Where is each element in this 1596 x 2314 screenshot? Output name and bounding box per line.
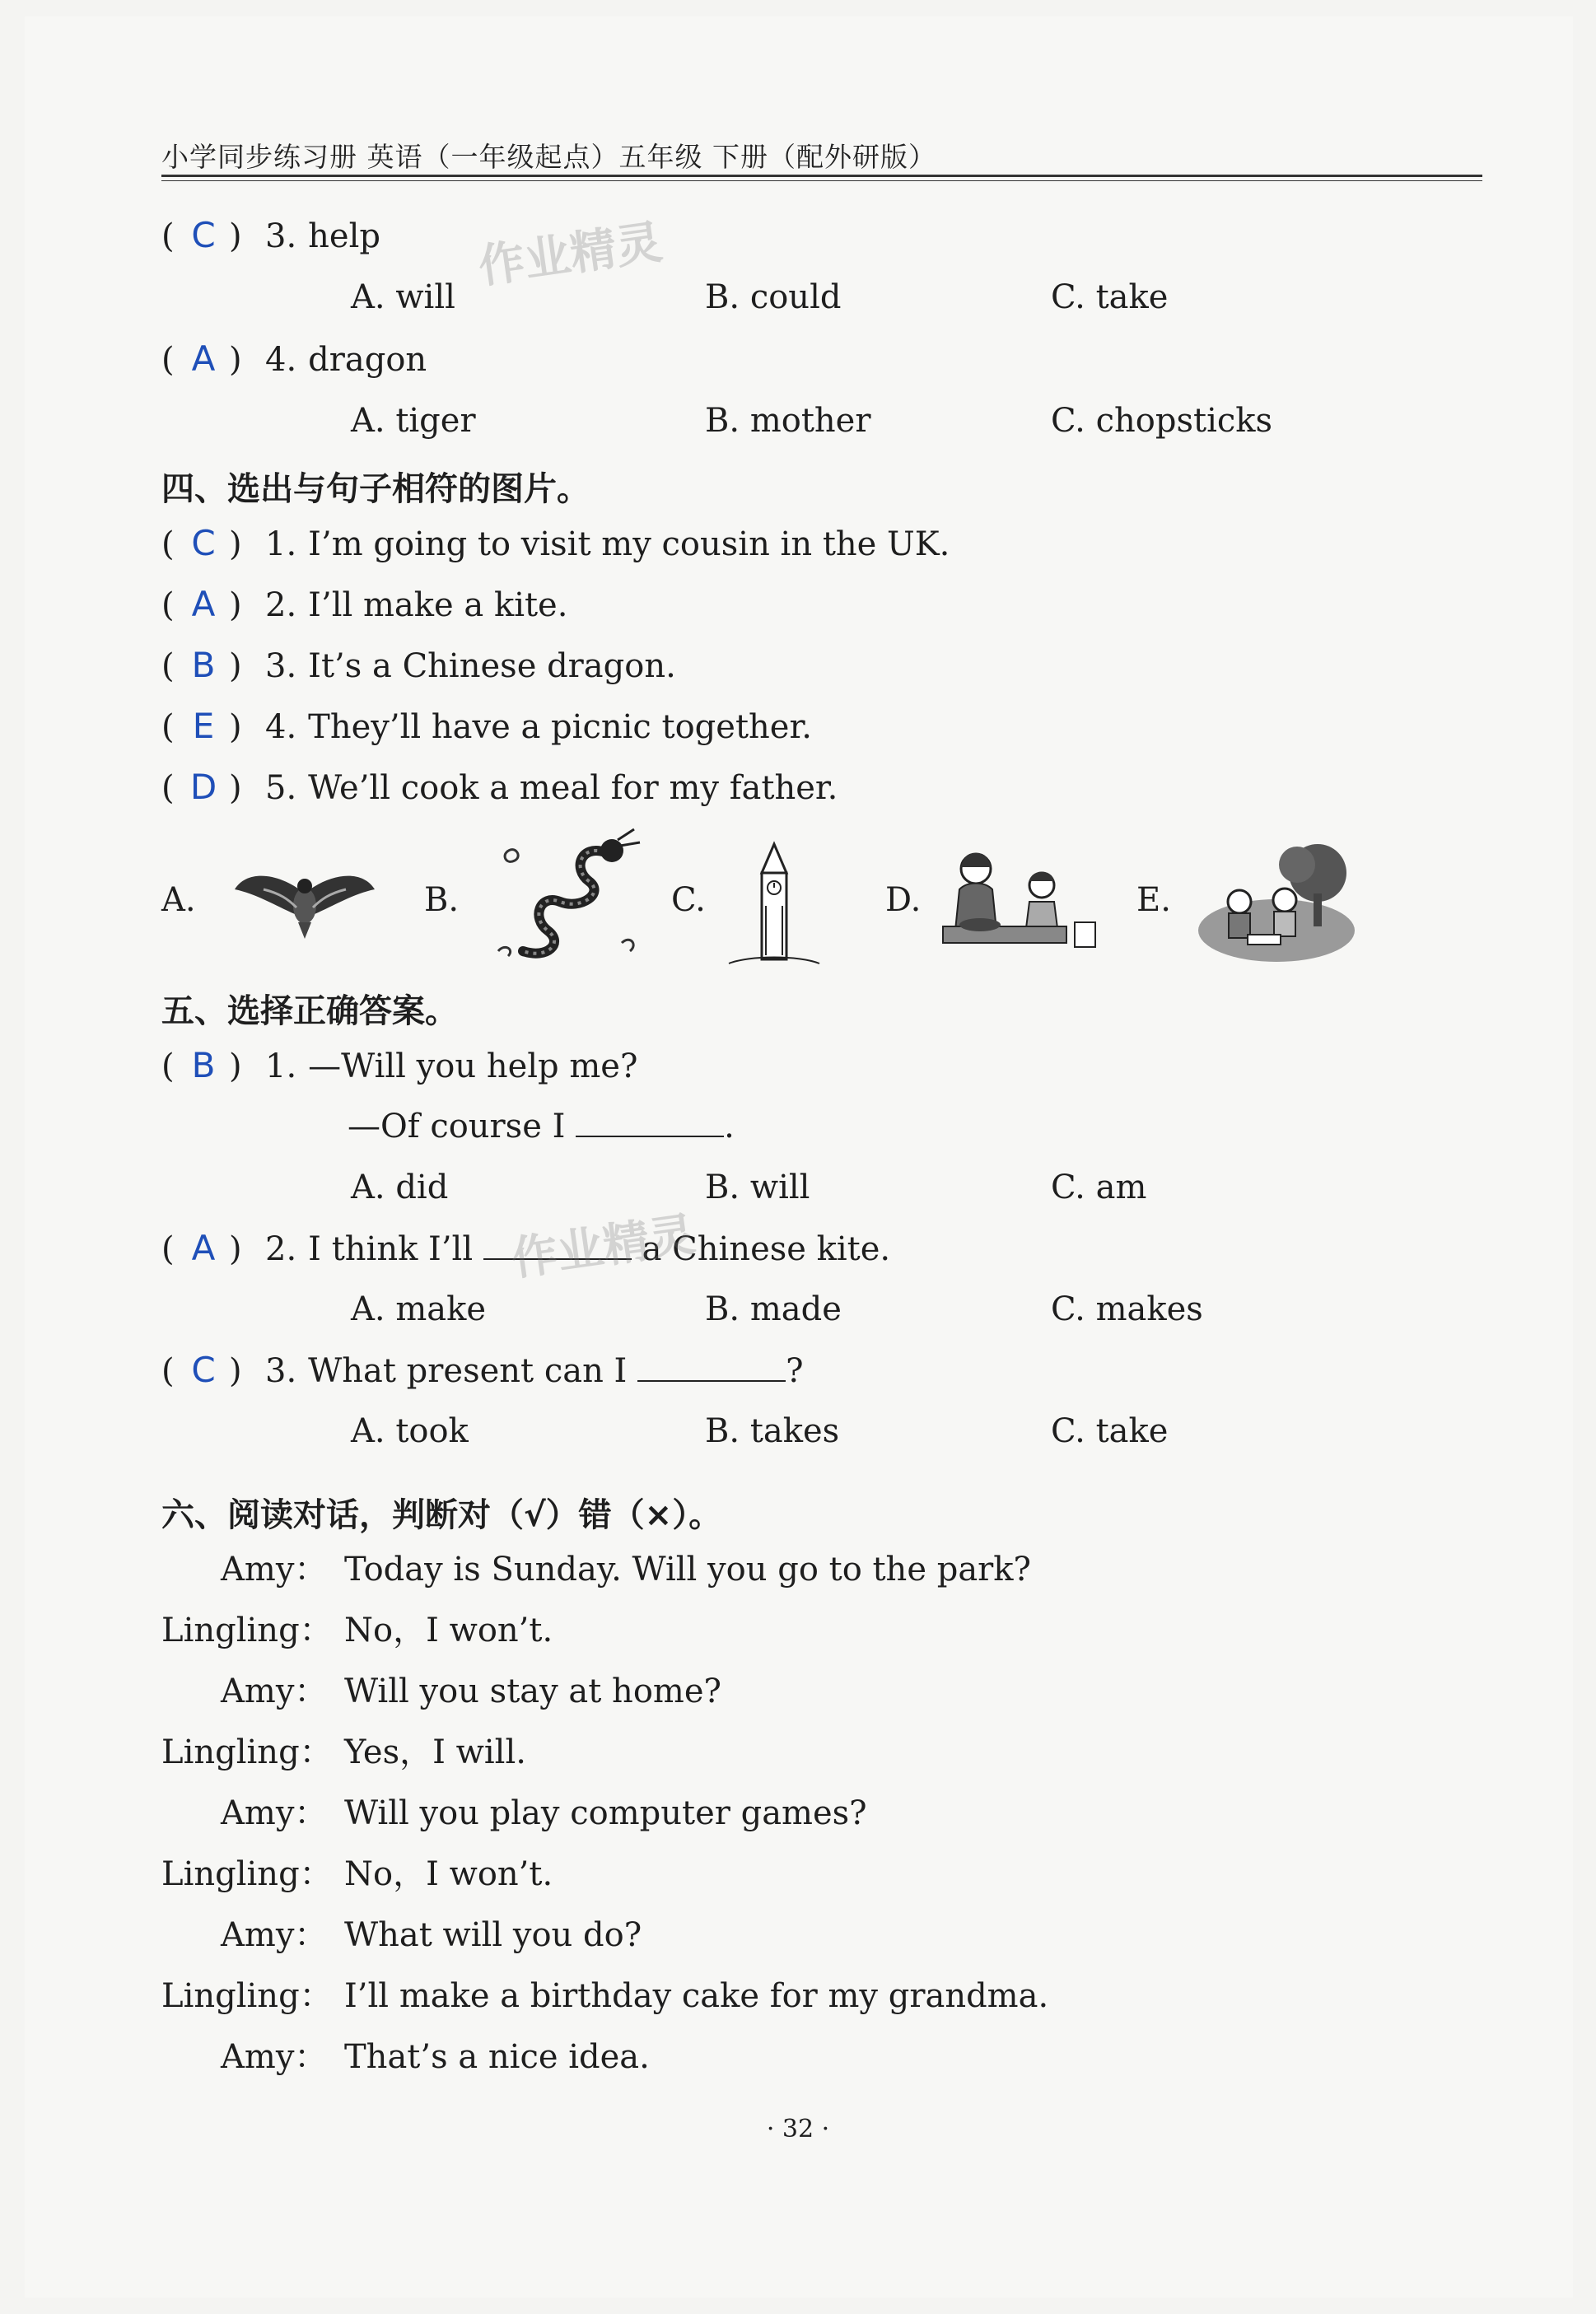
text: 1. xyxy=(265,525,297,563)
text: 2. xyxy=(265,1230,297,1268)
answer: A xyxy=(191,584,216,624)
text: . xyxy=(724,1108,735,1145)
answer: A xyxy=(191,338,216,379)
parenthesis: ( xyxy=(161,708,175,746)
question-word: help xyxy=(308,217,381,255)
parenthesis: ( xyxy=(161,647,175,685)
text: 3. xyxy=(265,647,297,685)
speaker-lingling: Lingling： xyxy=(161,1612,333,1649)
dialog-line: What will you do? xyxy=(344,1916,642,1954)
parenthesis: ( xyxy=(161,525,175,563)
parenthesis: ) xyxy=(229,769,242,807)
question-4-4 xyxy=(161,705,812,748)
question-3-3 xyxy=(161,214,380,257)
section-4-title: 四、选出与句子相符的图片。 xyxy=(161,470,590,508)
speaker-amy: Amy： xyxy=(221,1551,328,1589)
parenthesis: ) xyxy=(229,1352,242,1390)
answer: C xyxy=(191,215,216,255)
option-c: C. take xyxy=(1051,1412,1169,1450)
parenthesis: ( xyxy=(161,769,175,807)
text: I’ll make a kite. xyxy=(308,586,568,624)
parenthesis: ) xyxy=(229,708,242,746)
question-5-3 xyxy=(161,1349,804,1392)
parenthesis: ( xyxy=(161,586,175,624)
parenthesis: ) xyxy=(229,525,242,563)
question-3-4 xyxy=(161,338,427,380)
option-c: C. am xyxy=(1051,1169,1147,1206)
speaker-lingling: Lingling： xyxy=(161,1977,333,2015)
answer: B xyxy=(191,645,216,685)
watermark-logo: 作业精灵 xyxy=(508,1207,699,1287)
speaker-lingling: Lingling： xyxy=(161,1855,333,1893)
option-a: A. took xyxy=(351,1412,469,1450)
option-b: B. made xyxy=(705,1290,842,1328)
option-a: A. make xyxy=(351,1290,487,1328)
text: We’ll cook a meal for my father. xyxy=(308,769,838,807)
dialog-line: Today is Sunday. Will you go to the park? xyxy=(344,1551,1031,1589)
question-4-5 xyxy=(161,766,838,809)
dialog-line: Yes，I will. xyxy=(344,1733,526,1771)
page-number: · 32 · xyxy=(766,2115,830,2144)
option-c: C. take xyxy=(1051,278,1169,316)
picnic-image xyxy=(1194,836,1359,968)
dialog-line: That’s a nice idea. xyxy=(344,2038,650,2076)
text: I think I’ll xyxy=(308,1230,474,1268)
parenthesis: ( xyxy=(161,341,175,379)
pic-label-d: D. xyxy=(885,881,922,919)
text: ? xyxy=(786,1352,804,1390)
section-5-title: 五、选择正确答案。 xyxy=(161,992,458,1030)
text: What present can I xyxy=(308,1352,628,1390)
text: a Chinese kite. xyxy=(642,1230,891,1268)
pic-label-c: C. xyxy=(671,881,706,919)
pic-label-b: B. xyxy=(424,881,460,919)
option-c: C. makes xyxy=(1051,1290,1203,1328)
answer-blank xyxy=(576,1111,724,1137)
speaker-amy: Amy： xyxy=(221,1916,328,1954)
answer: D xyxy=(189,767,217,807)
option-a: A. did xyxy=(351,1169,449,1206)
dialog-line: Will you play computer games? xyxy=(344,1794,867,1832)
text: 5. xyxy=(265,769,297,807)
parenthesis: ) xyxy=(229,1047,242,1085)
text: —Will you help me? xyxy=(308,1047,638,1085)
text: 3. xyxy=(265,1352,297,1390)
answer: B xyxy=(191,1045,216,1085)
question-word: dragon xyxy=(308,341,427,379)
section-6-title: 六、阅读对话，判断对（√）错（×）。 xyxy=(161,1496,722,1534)
option-a: A. tiger xyxy=(351,402,476,440)
speaker-amy: Amy： xyxy=(221,1673,328,1710)
parenthesis: ) xyxy=(229,217,242,255)
kite-bird-image xyxy=(231,856,379,947)
text: 1. xyxy=(265,1047,297,1085)
answer: C xyxy=(191,523,216,563)
speaker-amy: Amy： xyxy=(221,2038,328,2076)
dialog-line: No，I won’t. xyxy=(344,1855,553,1893)
text: 4. xyxy=(265,341,297,379)
cooking-family-image xyxy=(939,844,1104,959)
option-b: B. could xyxy=(705,278,842,316)
question-5-1-reply xyxy=(348,1105,735,1148)
text: 2. xyxy=(265,586,297,624)
parenthesis: ( xyxy=(161,1047,175,1085)
dialog-line: Will you stay at home? xyxy=(344,1673,721,1710)
text: —Of course I xyxy=(348,1108,566,1145)
option-c: C. chopsticks xyxy=(1051,402,1273,440)
parenthesis: ) xyxy=(229,341,242,379)
dialog-line: No，I won’t. xyxy=(344,1612,553,1649)
pic-label-a: A. xyxy=(161,881,196,919)
question-5-1 xyxy=(161,1044,637,1087)
parenthesis: ( xyxy=(161,1230,175,1268)
answer-blank xyxy=(637,1355,786,1382)
text: 3. xyxy=(265,217,297,255)
header-rule xyxy=(161,175,1482,177)
text: It’s a Chinese dragon. xyxy=(308,647,676,685)
parenthesis: ( xyxy=(161,217,175,255)
header-rule-thin xyxy=(161,180,1482,181)
watermark-logo: 作业精灵 xyxy=(475,215,666,295)
option-b: B. will xyxy=(705,1169,810,1206)
dialog-line: I’ll make a birthday cake for my grandma. xyxy=(344,1977,1049,2015)
parenthesis: ( xyxy=(161,1352,175,1390)
text: 4. xyxy=(265,708,297,746)
question-4-2 xyxy=(161,583,567,626)
option-b: B. takes xyxy=(705,1412,840,1450)
text: I’m going to visit my cousin in the UK. xyxy=(308,525,950,563)
answer: E xyxy=(192,706,215,746)
speaker-lingling: Lingling： xyxy=(161,1733,333,1771)
answer: C xyxy=(191,1350,216,1390)
chinese-dragon-image xyxy=(482,828,646,976)
parenthesis: ) xyxy=(229,1230,242,1268)
question-4-3 xyxy=(161,644,676,687)
speaker-amy: Amy： xyxy=(221,1794,328,1832)
question-4-1 xyxy=(161,522,950,565)
pic-label-e: E. xyxy=(1136,881,1171,919)
text: They’ll have a picnic together. xyxy=(308,708,812,746)
answer: A xyxy=(191,1228,216,1268)
option-a: A. will xyxy=(351,278,455,316)
running-header: 小学同步练习册 英语（一年级起点）五年级 下册（配外研版） xyxy=(161,141,936,173)
option-b: B. mother xyxy=(705,402,871,440)
big-ben-image xyxy=(725,840,824,972)
parenthesis: ) xyxy=(229,586,242,624)
parenthesis: ) xyxy=(229,647,242,685)
